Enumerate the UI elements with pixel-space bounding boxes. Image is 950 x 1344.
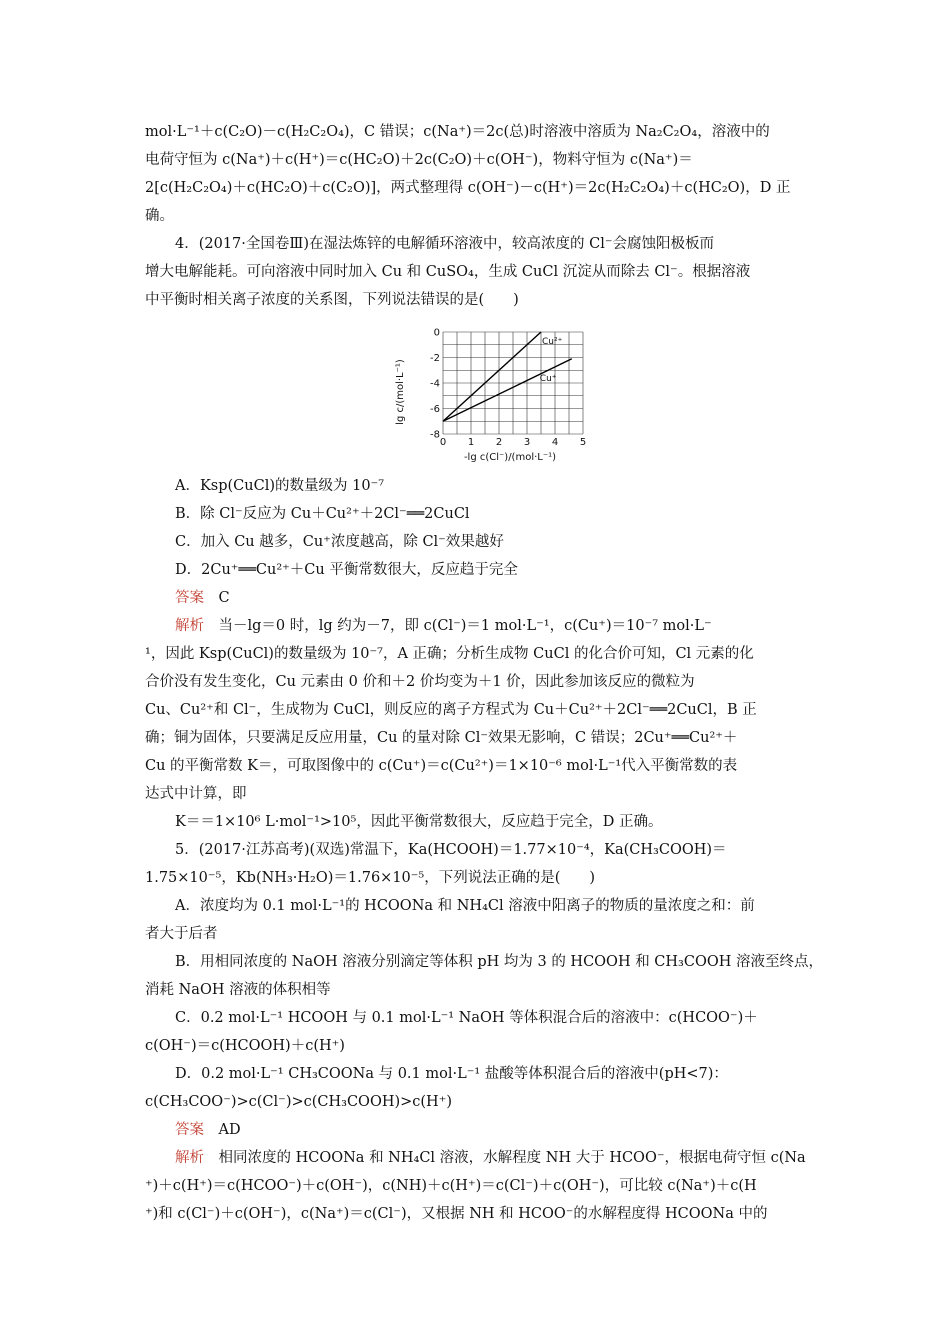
- y-tick-label: -8: [430, 429, 440, 441]
- q5-option-b-cont: 消耗 NaOH 溶液的体积相等: [145, 982, 331, 998]
- analysis-label: 解析: [175, 1150, 204, 1166]
- analysis-5-first: [175, 1148, 805, 1168]
- question-4-line: 中平衡时相关离子浓度的关系图，下列说法错误的是( ): [145, 292, 519, 308]
- q5-option-d-cont: c(CH₃COO⁻)>c(Cl⁻)>c(CH₃COOH)>c(H⁺): [145, 1094, 453, 1110]
- analysis-5-line: ⁺)和 c(Cl⁻)＋c(OH⁻)，c(Na⁺)＝c(Cl⁻)，又根据 NH 和 HCOO⁻的水解程度得 HCOONa 中的: [145, 1206, 768, 1222]
- option-a: A．Ksp(CuCl)的数量级为 10⁻⁷: [175, 478, 385, 494]
- analysis-label: 解析: [175, 618, 204, 634]
- analysis-4-line: 合价没有发生变化，Cu 元素由 0 价和＋2 价均变为＋1 价，因此参加该反应的微粒为: [145, 674, 695, 690]
- analysis-4-first: [175, 616, 805, 636]
- q5-option-c-cont: c(OH⁻)＝c(HCOOH)＋c(H⁺): [145, 1038, 345, 1054]
- answer-label: 答案: [175, 1122, 204, 1138]
- chart-grid: [443, 332, 583, 434]
- question-5-line: 5．(2017·江苏高考)(双选)常温下，Ka(HCOOH)＝1.77×10⁻⁴，Ka(CH₃COOH)＝: [175, 842, 727, 858]
- option-d: D．2Cu⁺══Cu²⁺＋Cu 平衡常数很大，反应趋于完全: [175, 562, 518, 578]
- x-tick-label: 1: [467, 437, 475, 448]
- analysis-5-line: ⁺)＋c(H⁺)＝c(HCOO⁻)＋c(OH⁻)，c(NH)＋c(H⁺)＝c(Cl⁻)＋c(OH⁻)，可比较 c(Na⁺)＋c(H: [145, 1178, 757, 1194]
- analysis-4-line: ¹，因此 Ksp(CuCl)的数量级为 10⁻⁷，A 正确；分析生成物 CuCl 的化合价可知，Cl 元素的化: [145, 646, 754, 662]
- x-tick-label: 2: [495, 437, 503, 448]
- text-line: 确。: [145, 208, 174, 224]
- y-tick-label: -6: [430, 404, 440, 415]
- option-b: B．除 Cl⁻反应为 Cu＋Cu²⁺＋2Cl⁻══2CuCl: [175, 506, 470, 522]
- y-tick-label: 0: [433, 327, 440, 339]
- y-axis-label: lg c/(mol·L⁻¹): [395, 359, 406, 425]
- x-tick-label: 3: [523, 437, 531, 448]
- y-tick-label: -2: [430, 353, 440, 364]
- series-label: Cu²⁺: [542, 337, 563, 347]
- analysis-text: 当－lg＝0 时，lg 约为－7，即 c(Cl⁻)＝1 mol·L⁻¹，c(Cu⁺)＝10⁻⁷ mol·L⁻: [218, 618, 712, 634]
- text-line: 2[c(H₂C₂O₄)＋c(HC₂O)＋c(C₂O)]，两式整理得 c(OH⁻)－c(H⁺)＝2c(H₂C₂O₄)＋c(HC₂O)，D 正: [145, 180, 791, 196]
- series-line: [443, 332, 541, 421]
- series-line: [443, 359, 572, 421]
- answer-label: 答案: [175, 590, 204, 606]
- question-4-line: 增大电解能耗。可向溶液中同时加入 Cu 和 CuSO₄，生成 CuCl 沉淀从而除去 Cl⁻。根据溶液: [145, 264, 751, 280]
- analysis-4-line: 确；铜为固体，只要满足反应用量，Cu 的量对除 Cl⁻效果无影响，C 错误；2Cu⁺══Cu²⁺＋: [145, 730, 738, 746]
- q5-option-d: D．0.2 mol·L⁻¹ CH₃COONa 与 0.1 mol·L⁻¹ 盐酸等体积混合后的溶液中(pH<7)：: [175, 1066, 728, 1082]
- x-tick-label: 4: [551, 437, 559, 448]
- answer-5: [175, 1120, 805, 1140]
- option-c: C．加入 Cu 越多，Cu⁺浓度越高，除 Cl⁻效果越好: [175, 534, 504, 550]
- x-axis-label: -lg c(Cl⁻)/(mol·L⁻¹): [463, 452, 557, 463]
- analysis-4-end: K＝＝1×10⁶ L·mol⁻¹>10⁵，因此平衡常数很大，反应趋于完全，D 正确。: [175, 814, 663, 830]
- analysis-4-line: 达式中计算，即: [145, 786, 247, 802]
- answer-value: C: [218, 590, 230, 606]
- ion-concentration-chart: [395, 322, 595, 467]
- question-4-line: 4．(2017·全国卷Ⅲ)在湿法炼锌的电解循环溶液中，较高浓度的 Cl⁻会腐蚀阳极板而: [175, 236, 715, 252]
- q5-option-c: C．0.2 mol·L⁻¹ HCOOH 与 0.1 mol·L⁻¹ NaOH 等体积混合后的溶液中：c(HCOO⁻)＋: [175, 1010, 758, 1026]
- q5-option-a-cont: 者大于后者: [145, 926, 218, 942]
- analysis-4-line: Cu 的平衡常数 K＝，可取图像中的 c(Cu⁺)＝c(Cu²⁺)＝1×10⁻⁶ mol·L⁻¹代入平衡常数的表: [145, 758, 738, 774]
- text-line: mol·L⁻¹＋c(C₂O)－c(H₂C₂O₄)，C 错误；c(Na⁺)＝2c(总)时溶液中溶质为 Na₂C₂O₄，溶液中的: [145, 124, 770, 140]
- q5-option-b: B．用相同浓度的 NaOH 溶液分别滴定等体积 pH 均为 3 的 HCOOH 和 CH₃COOH 溶液至终点，: [175, 954, 823, 970]
- question-5-line: 1.75×10⁻⁵，Kb(NH₃·H₂O)＝1.76×10⁻⁵，下列说法正确的是( ): [145, 870, 596, 886]
- answer-value: AD: [218, 1122, 241, 1138]
- analysis-text: 相同浓度的 HCOONa 和 NH₄Cl 溶液，水解程度 NH 大于 HCOO⁻，根据电荷守恒 c(Na: [218, 1150, 806, 1166]
- x-tick-label: 0: [439, 437, 447, 448]
- series-label: Cu⁺: [539, 373, 557, 384]
- answer-4: [175, 588, 805, 608]
- text-line: 电荷守恒为 c(Na⁺)＋c(H⁺)＝c(HC₂O)＋2c(C₂O)＋c(OH⁻)，物料守恒为 c(Na⁺)＝: [145, 152, 693, 168]
- analysis-4-line: Cu、Cu²⁺和 Cl⁻，生成物为 CuCl，则反应的离子方程式为 Cu＋Cu²⁺＋2Cl⁻══2CuCl，B 正: [145, 702, 757, 718]
- q5-option-a: A．浓度均为 0.1 mol·L⁻¹的 HCOONa 和 NH₄Cl 溶液中阳离子的物质的量浓度之和：前: [175, 898, 755, 914]
- x-tick-label: 5: [579, 437, 587, 448]
- y-tick-label: -4: [430, 378, 440, 390]
